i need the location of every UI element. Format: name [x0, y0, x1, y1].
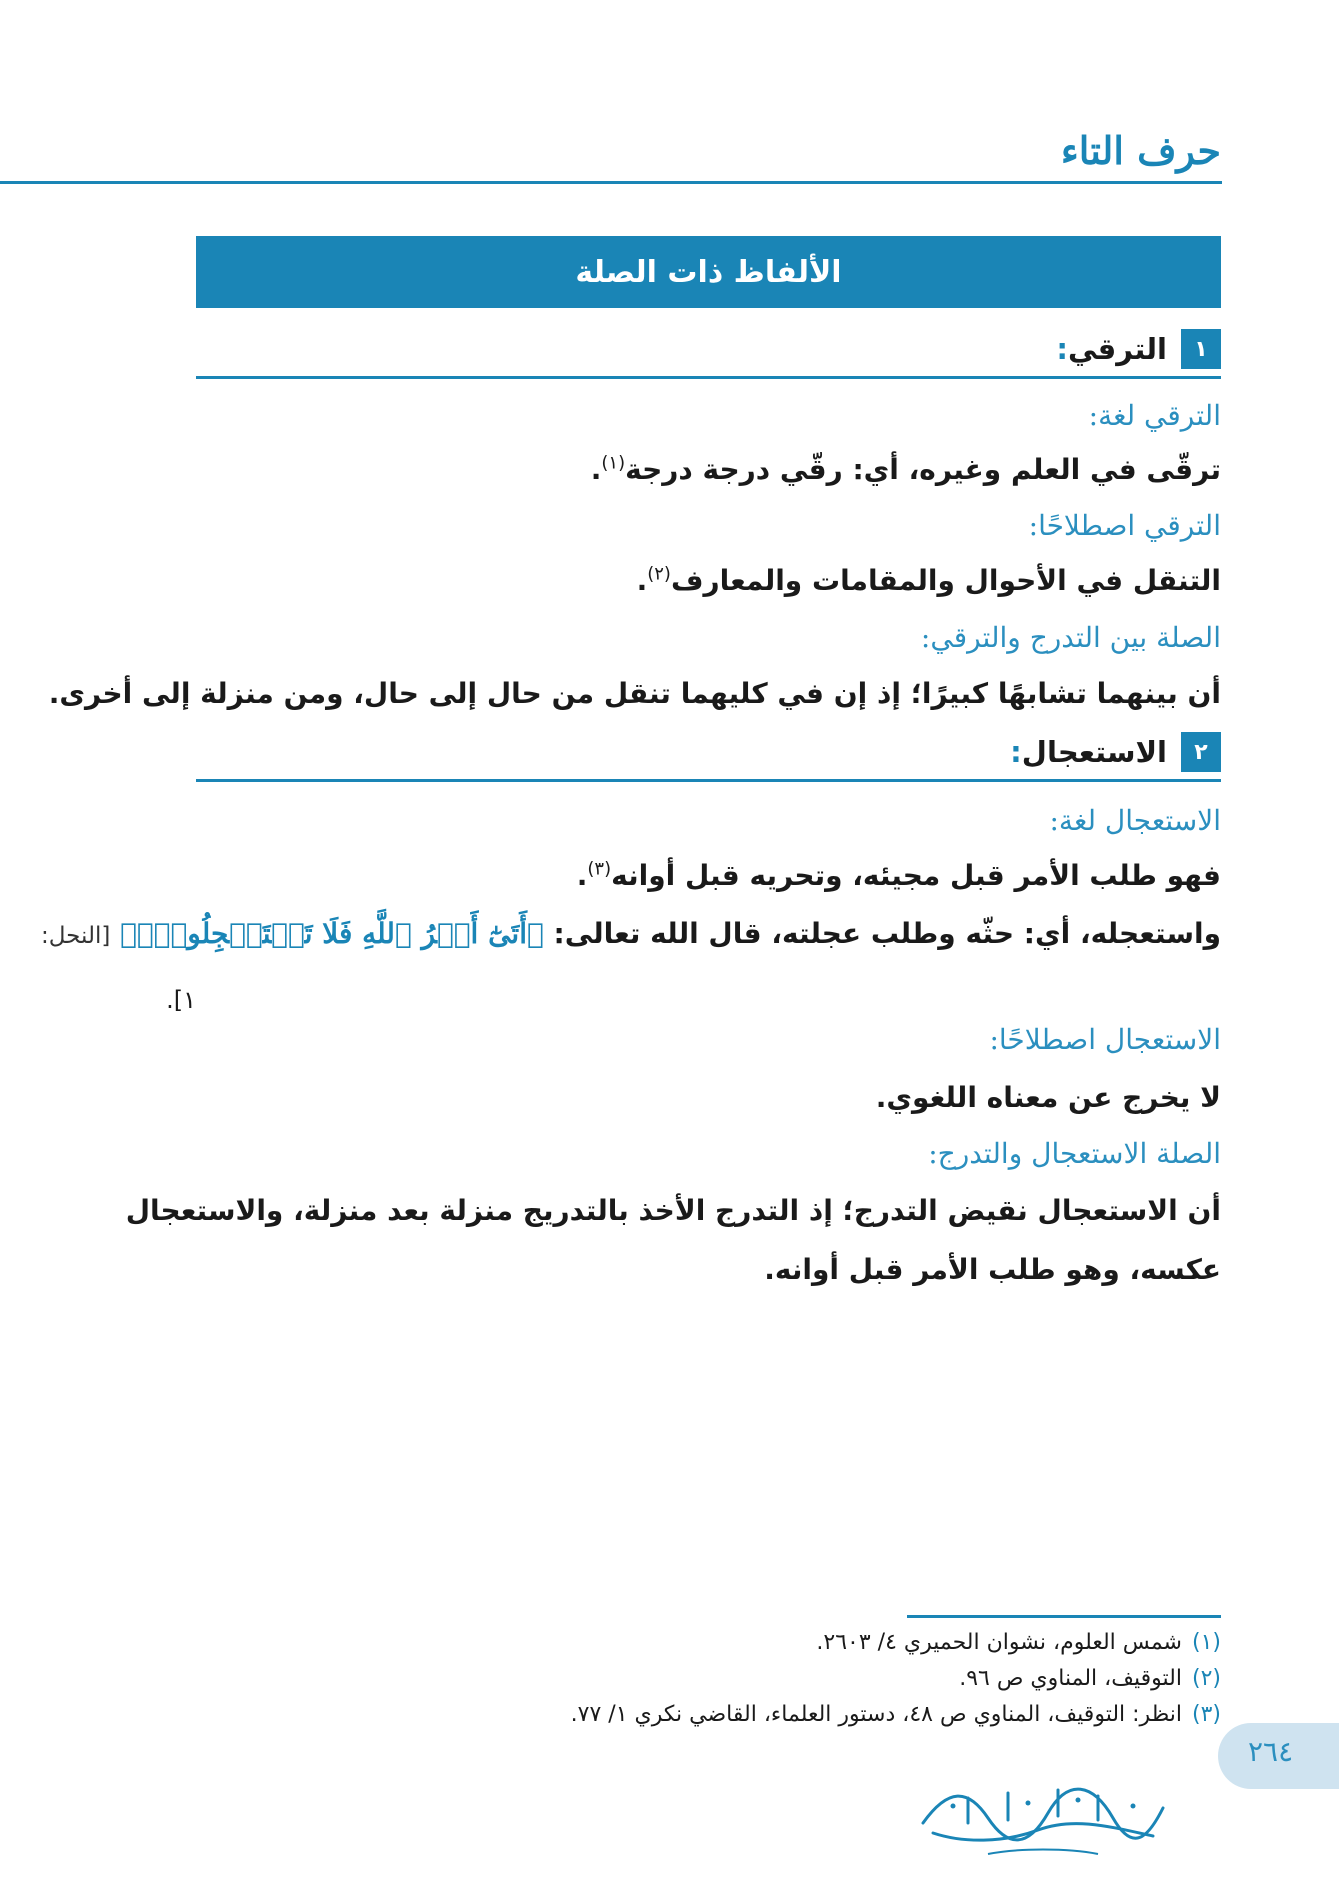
definition-label: الصلة بين التدرج والترقي:	[920, 621, 1221, 654]
header-rule	[0, 181, 1222, 184]
footnote-text: انظر: التوقيف، المناوي ص ٤٨، دستور العلماء، القاضي نكري ١/ ٧٧.	[570, 1702, 1182, 1727]
quran-verse: ﴿أَتَىٰٓ أَمۡرُ ٱللَّهِ فَلَا تَسۡتَعۡجِلُوهُۚ﴾	[120, 917, 544, 950]
surah-reference-continued: ١].	[166, 986, 196, 1014]
footnote-3	[571, 1702, 1221, 1727]
quran-citation-line	[41, 916, 1221, 951]
text-end: .	[636, 564, 648, 597]
footnote-1	[816, 1630, 1221, 1655]
footnote-ref: (٢)	[647, 563, 671, 585]
footnote-number: (١)	[1191, 1630, 1221, 1655]
definition-text: أن بينهما تشابهًا كبيرًا؛ إذ إن في كليهما تنقل من حال إلى حال، ومن منزلة إلى أخرى.	[48, 677, 1221, 710]
definition-label: الاستعجال اصطلاحًا:	[989, 1023, 1221, 1056]
footnote-text: شمس العلوم، نشوان الحميري ٤/ ٢٦٠٣.	[816, 1630, 1182, 1655]
definition-text	[577, 858, 1221, 893]
footnote-number: (٣)	[1191, 1702, 1221, 1727]
definition-label: الصلة الاستعجال والتدرج:	[928, 1137, 1221, 1170]
footnote-rule	[907, 1615, 1221, 1618]
surah-reference: [النحل:	[41, 923, 111, 949]
subsection-header-2	[196, 725, 1221, 782]
text-end: .	[576, 859, 588, 892]
definition-text	[591, 452, 1221, 487]
definition-text: أن الاستعجال نقيض التدرج؛ إذ التدرج الأخذ بالتدريج منزلة بعد منزلة، والاستعجال	[125, 1194, 1221, 1227]
definition-text: لا يخرج عن معناه اللغوي.	[875, 1081, 1221, 1114]
footnote-ref: (٣)	[587, 858, 612, 880]
footnote-2	[959, 1666, 1221, 1691]
subsection-colon: :	[1056, 332, 1068, 366]
text-span: التنقل في الأحوال والمقامات والمعارف	[670, 564, 1221, 597]
definition-text	[637, 563, 1221, 598]
subsection-colon: :	[1010, 735, 1022, 769]
encyclopedia-logo	[908, 1768, 1178, 1868]
definition-text: عكسه، وهو طلب الأمر قبل أوانه.	[764, 1253, 1221, 1286]
page-number: ٢٦٤	[1248, 1735, 1294, 1768]
running-header: حرف التاء	[1060, 128, 1221, 173]
subsection-number: ١	[1181, 329, 1221, 369]
definition-label: الاستعجال لغة:	[1049, 804, 1221, 837]
subsection-number: ٢	[1181, 732, 1221, 772]
subsection-title: الاستعجال	[1021, 735, 1167, 769]
definition-label: الترقي لغة:	[1088, 399, 1221, 432]
footnote-number: (٢)	[1191, 1666, 1221, 1691]
text-span: ترقّى في العلم وغيره، أي: رقّي درجة درجة	[625, 453, 1221, 486]
text-end: .	[590, 453, 602, 486]
subsection-title: الترقي	[1067, 332, 1167, 366]
text-span: فهو طلب الأمر قبل مجيئه، وتحريه قبل أوانه	[611, 859, 1221, 892]
section-title: الألفاظ ذات الصلة	[196, 236, 1221, 308]
text-span: واستعجله، أي: حثّه وطلب عجلته، قال الله تعالى:	[553, 917, 1221, 950]
subsection-header-1	[196, 322, 1221, 379]
footnote-ref: (١)	[601, 452, 626, 474]
definition-label: الترقي اصطلاحًا:	[1028, 509, 1221, 542]
footnote-text: التوقيف، المناوي ص ٩٦.	[959, 1666, 1182, 1691]
